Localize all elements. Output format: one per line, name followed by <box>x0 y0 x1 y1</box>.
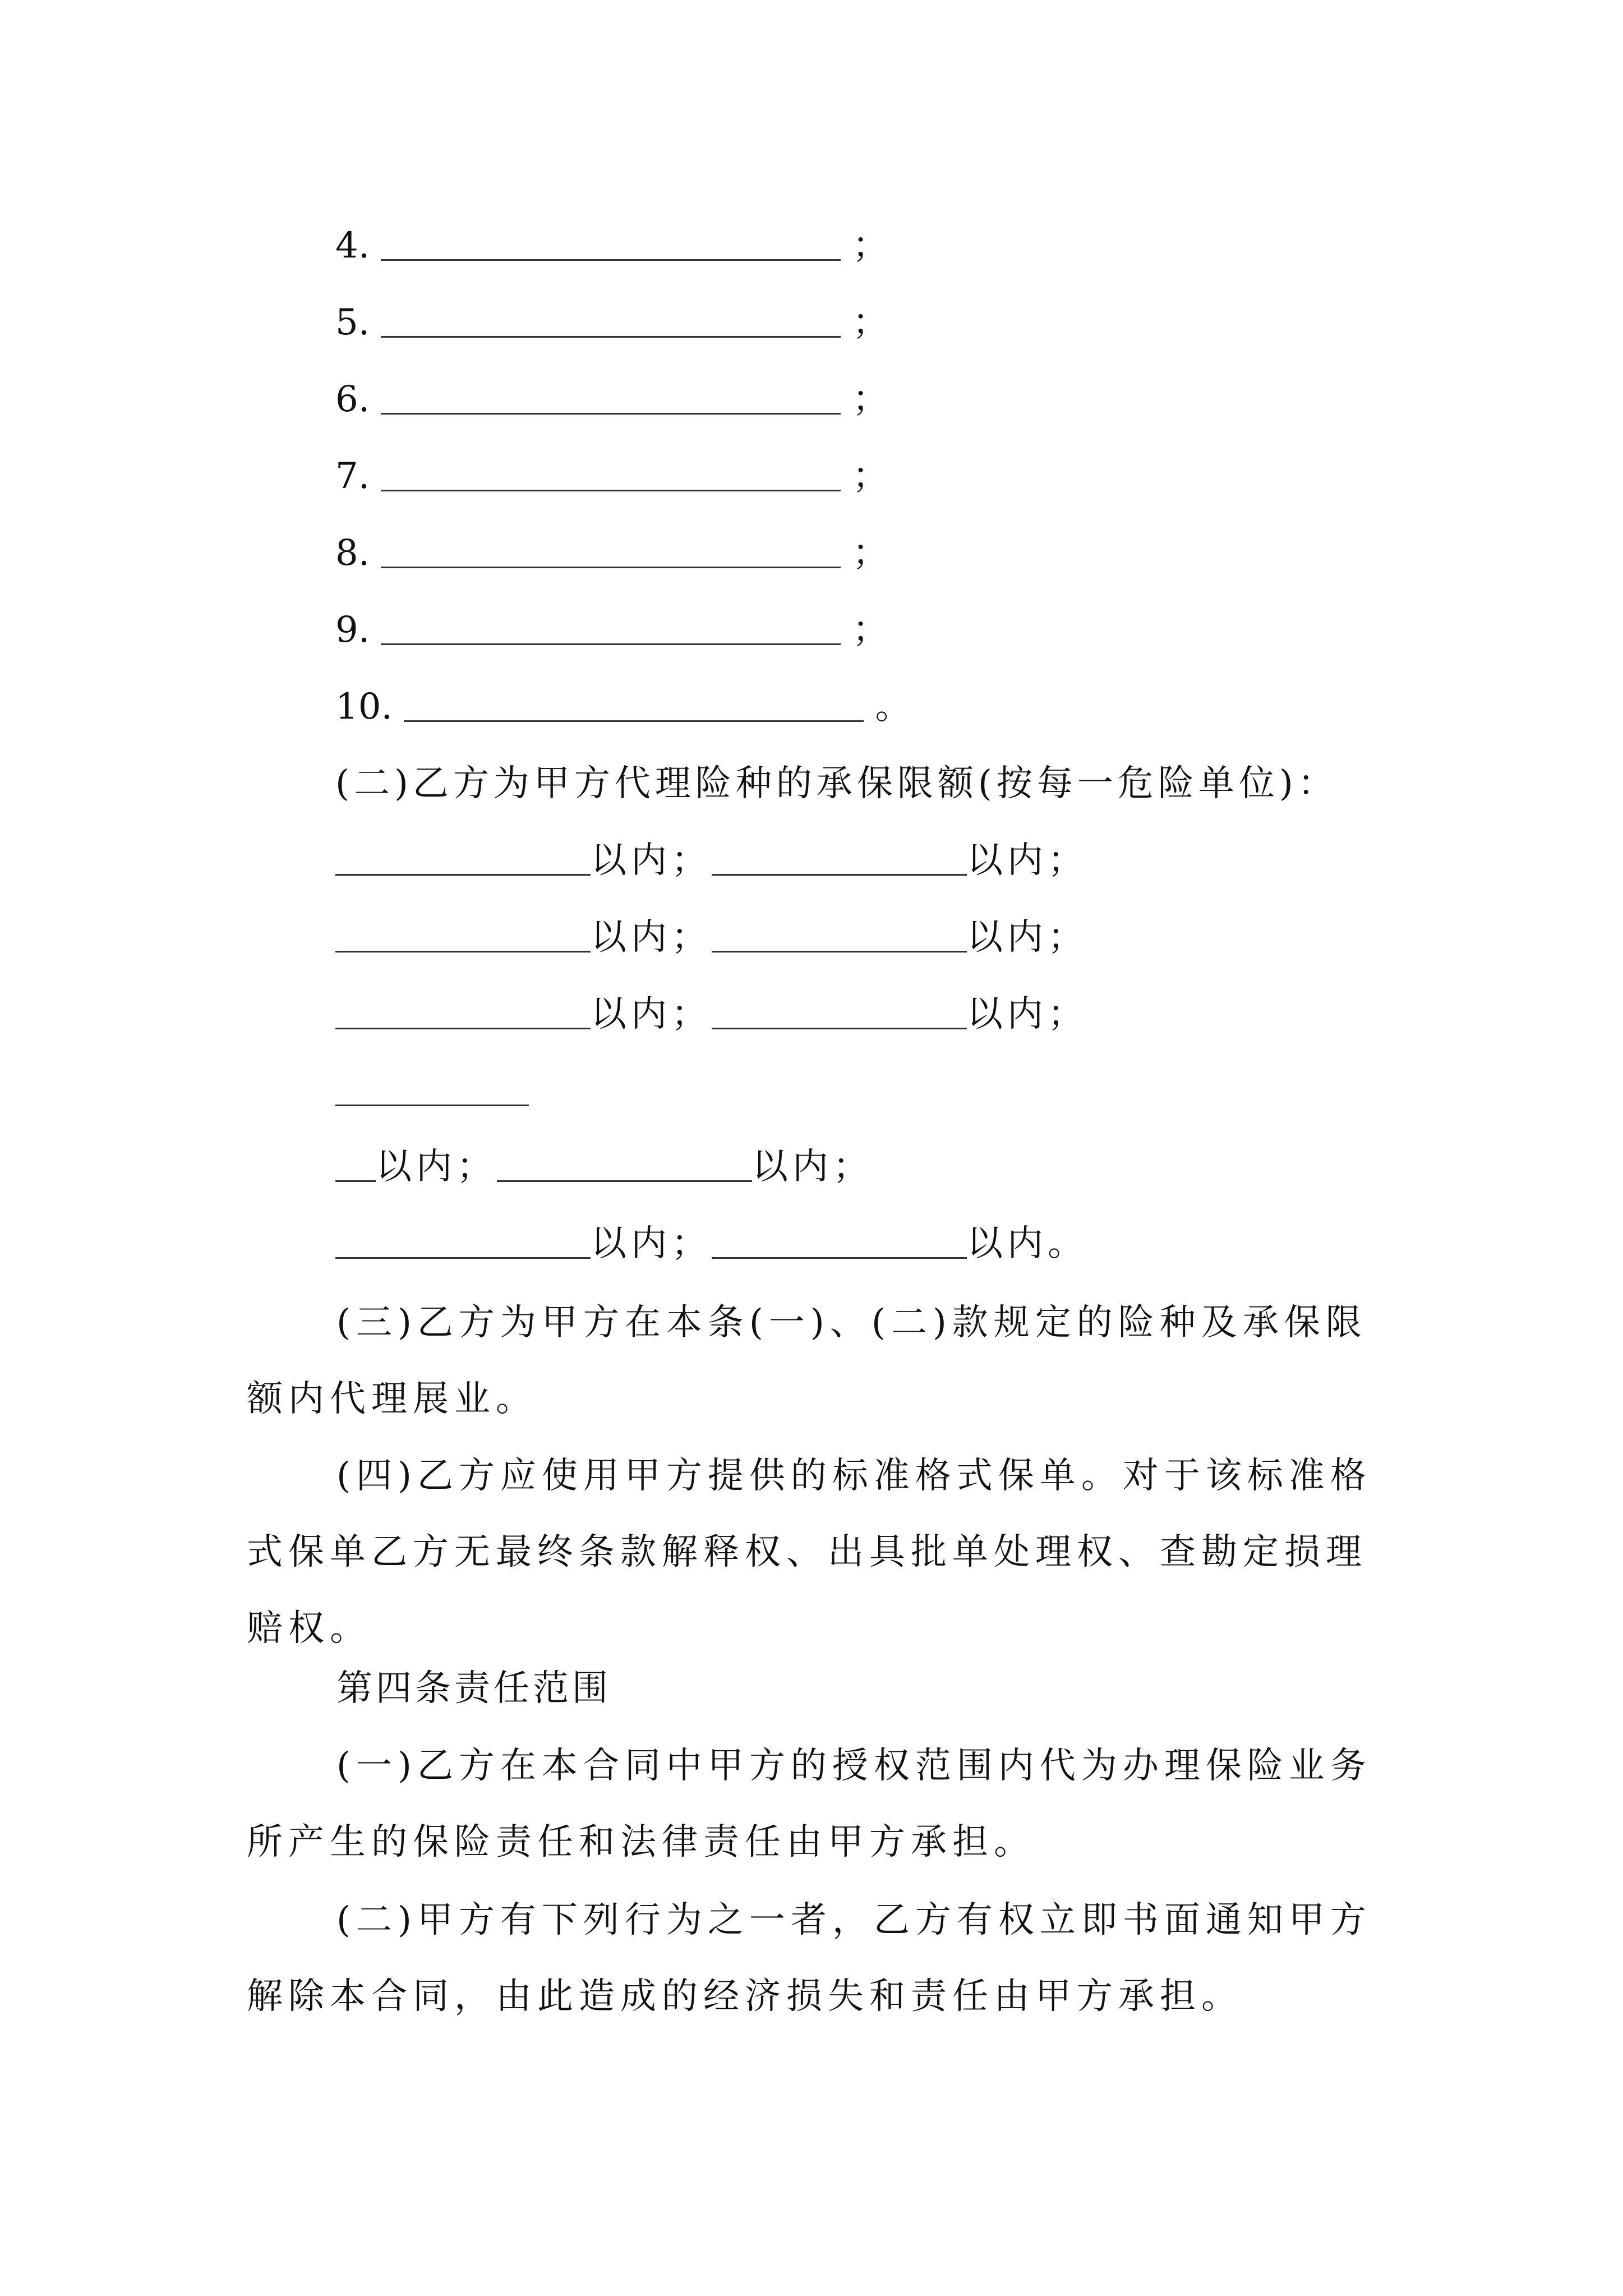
para-four: (四)乙方应使用甲方提供的标准格式保单。对于该标准格式保单乙方无最终条款解释权、出具批单处理权、查勘定损理赔权。 <box>247 1455 1372 1649</box>
limit-text: 以内； <box>591 840 712 881</box>
list-item-9 <box>335 608 888 652</box>
list-number: 5. <box>335 302 370 343</box>
list-number: 6. <box>335 379 370 420</box>
fill-blank[interactable] <box>712 841 967 876</box>
limit-text: 以内； <box>376 1146 497 1188</box>
list-number: 4. <box>335 225 370 266</box>
limit-text: 以内； <box>967 917 1088 958</box>
list-end-punct: ； <box>852 225 888 266</box>
fill-blank[interactable] <box>381 380 841 415</box>
fill-blank[interactable] <box>712 995 967 1029</box>
list-number: 9. <box>335 609 370 651</box>
fill-blank[interactable] <box>404 688 864 722</box>
fill-blank[interactable] <box>335 1148 376 1182</box>
list-end-punct: ； <box>852 302 888 343</box>
section-two-heading: (二)乙方为甲方代理险种的承保限额(按每一危险单位)： <box>335 763 1338 804</box>
fill-blank[interactable] <box>381 611 841 645</box>
list-item-4 <box>335 223 888 268</box>
limit-text: 以内； <box>591 1223 712 1264</box>
limit-row <box>335 992 1088 1037</box>
list-item-5 <box>335 300 888 345</box>
fill-blank[interactable] <box>712 1225 967 1259</box>
list-item-6 <box>335 377 888 422</box>
list-end-punct: ； <box>852 532 888 574</box>
fill-blank[interactable] <box>712 918 967 953</box>
fill-blank[interactable] <box>335 995 591 1029</box>
limit-text: 以内。 <box>967 1223 1088 1264</box>
list-end-punct: ； <box>852 379 888 420</box>
fill-blank[interactable] <box>497 1148 752 1182</box>
fill-blank[interactable] <box>335 841 591 876</box>
limit-row-broken-start <box>335 1069 529 1114</box>
list-end-punct: ； <box>852 455 888 497</box>
limit-row-broken-end <box>335 1144 873 1189</box>
limit-row <box>335 838 1088 883</box>
limit-text: 以内； <box>752 1146 873 1188</box>
list-end-punct: 。 <box>875 686 911 728</box>
para-three: (三)乙方为甲方在本条(一)、(二)款规定的险种及承保限额内代理展业。 <box>247 1302 1367 1420</box>
list-item-8 <box>335 531 888 576</box>
list-end-punct: ； <box>852 609 888 651</box>
article-four-para-one: (一)乙方在本合同中甲方的授权范围内代为办理保险业务所产生的保险责任和法律责任由甲方承担。 <box>247 1745 1372 1863</box>
fill-blank[interactable] <box>381 227 841 261</box>
limit-text: 以内； <box>967 840 1088 881</box>
limit-text: 以内； <box>591 993 712 1035</box>
list-item-10 <box>335 684 911 729</box>
limit-row <box>335 915 1088 960</box>
list-number: 7. <box>335 455 370 497</box>
fill-blank[interactable] <box>381 534 841 568</box>
article-four-title: 第四条责任范围 <box>336 1668 611 1709</box>
list-number: 10. <box>335 686 393 728</box>
fill-blank[interactable] <box>381 457 841 491</box>
limit-text: 以内； <box>591 917 712 958</box>
list-item-7 <box>335 454 888 499</box>
limit-row-last <box>335 1221 1088 1266</box>
fill-blank[interactable] <box>381 303 841 338</box>
fill-blank[interactable] <box>335 918 591 953</box>
limit-text: 以内； <box>967 993 1088 1035</box>
fill-blank[interactable] <box>335 1072 529 1106</box>
fill-blank[interactable] <box>335 1225 591 1259</box>
article-four-para-two: (二)甲方有下列行为之一者，乙方有权立即书面通知甲方解除本合同，由此造成的经济损失和责任由甲方承担。 <box>247 1899 1372 2017</box>
list-number: 8. <box>335 532 370 574</box>
